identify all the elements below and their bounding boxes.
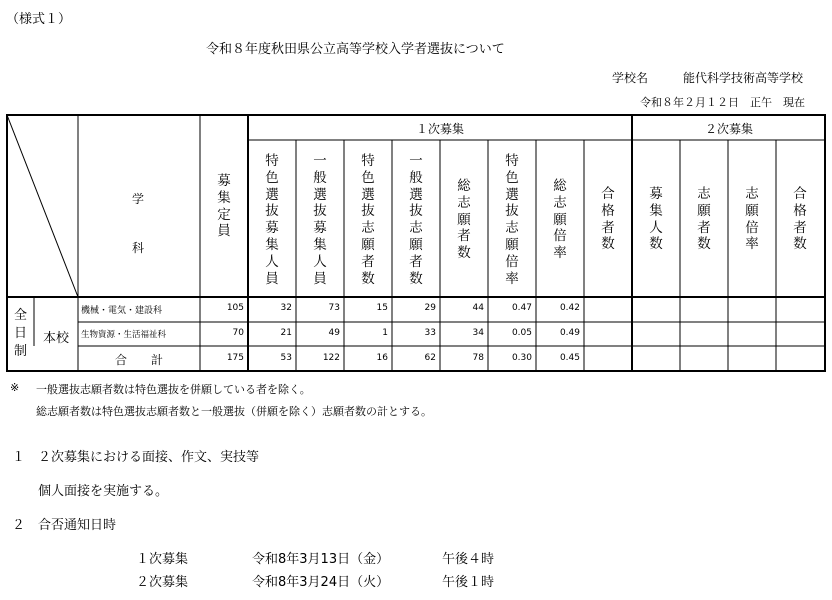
cell-value: 29 [424, 303, 436, 313]
cell-value: 0.42 [559, 303, 580, 313]
cell-value: 34 [472, 328, 484, 338]
section1-body: 個人面接を実施する。 [38, 484, 169, 499]
header-label: 募 集 人 数 [649, 186, 663, 253]
header-label: 特 色 選 抜 募 集 人 員 [265, 153, 279, 287]
total-teiin: 175 [226, 353, 244, 363]
header-tokushoku-boshu [248, 153, 296, 287]
header-tokushoku-bairitsu [488, 153, 536, 287]
course-text: 全 日 制 [13, 308, 27, 359]
notice-round-2-time: 午後１時 [442, 575, 495, 590]
header-ippan-shigan [392, 153, 440, 287]
header-boshu-teiin [200, 173, 248, 240]
total-label: 合 計 [114, 353, 163, 367]
cell-value: 15 [376, 303, 388, 313]
total-value: 0.30 [511, 353, 532, 363]
total-value: 53 [280, 353, 292, 363]
header-label: 一 般 選 抜 募 集 人 員 [313, 153, 327, 287]
header-gakka-2: 科 [132, 241, 145, 255]
cell-value: 49 [328, 328, 340, 338]
header-so-bairitsu [536, 178, 584, 262]
cell-value: 44 [472, 303, 484, 313]
cell-value: 73 [328, 303, 340, 313]
total-value: 62 [424, 353, 436, 363]
total-value: 122 [322, 353, 340, 363]
header-label: 総 志 願 者 数 [457, 178, 471, 262]
total-value: 16 [376, 353, 388, 363]
group-header-first: １次募集 [415, 122, 464, 136]
form-label: （様式１） [6, 12, 72, 27]
header-boshu-ninzu [632, 186, 680, 253]
cell-value: 1 [382, 328, 388, 338]
notice-round-2-date: 令和8年3月24日（火） [252, 575, 390, 590]
cell-value: 0.47 [511, 303, 532, 313]
cell-value: 21 [280, 328, 292, 338]
section1-heading: １ ２次募集における面接、作文、実技等 [12, 450, 260, 465]
header-label: 特 色 選 抜 志 願 倍 率 [505, 153, 519, 287]
header-label: 総 志 願 倍 率 [553, 178, 567, 262]
notice-round-1-label: １次募集 [136, 552, 189, 567]
header-shigan-sha [680, 186, 728, 253]
cell-value: 0.49 [559, 328, 580, 338]
notice-round-1-time: 午後４時 [442, 552, 495, 567]
cell-value: 33 [424, 328, 436, 338]
cell-teiin: 70 [232, 328, 244, 338]
header-label: 合 格 者 数 [793, 186, 807, 253]
header-boshu-teiin-label: 募 集 定 員 [217, 173, 231, 240]
school-label: 学校名 [612, 71, 649, 85]
as-of-date: 令和８年２月１２日 正午 現在 [640, 96, 805, 109]
course-label [7, 307, 34, 361]
header-ippan-boshu [296, 153, 344, 287]
cell-value: 32 [280, 303, 292, 313]
header-label: 志 願 者 数 [697, 186, 711, 253]
header-shigan-bairitsu [728, 186, 776, 253]
header-gokaku-2 [776, 186, 824, 253]
cell-teiin: 105 [226, 303, 244, 313]
header-label: 一 般 選 抜 志 願 者 数 [409, 153, 423, 287]
page-title: 令和８年度秋田県公立高等学校入学者選抜について [206, 42, 505, 57]
school-name: 能代科学技術高等学校 [683, 71, 804, 85]
header-gakka-1: 学 [132, 192, 145, 206]
recruitment-table [6, 114, 826, 372]
notice-round-2-label: ２次募集 [136, 575, 189, 590]
cell-value: 0.05 [511, 328, 532, 338]
header-tokushoku-shigan [344, 153, 392, 287]
header-label: 志 願 倍 率 [745, 186, 759, 253]
header-label: 特 色 選 抜 志 願 者 数 [361, 153, 375, 287]
row-name-seibutsu: 生物資源・生活福祉科 [81, 330, 167, 340]
header-label: 合 格 者 数 [601, 186, 615, 253]
total-value: 0.45 [559, 353, 580, 363]
note-line-2: 総志願者数は特色選抜志願者数と一般選抜（併願を除く）志願者数の計とする。 [36, 405, 432, 418]
campus-label: 本校 [42, 331, 69, 346]
total-value: 78 [472, 353, 484, 363]
header-so-shigan [440, 178, 488, 262]
note-line-1: 一般選抜志願者数は特色選抜を併願している者を除く。 [36, 383, 311, 396]
section2-heading: ２ 合否通知日時 [12, 518, 117, 533]
notice-round-1-date: 令和8年3月13日（金） [252, 552, 390, 567]
group-header-second: ２次募集 [704, 122, 753, 136]
row-name-kikai: 機械・電気・建設科 [81, 306, 163, 316]
note-mark: ※ [10, 381, 20, 394]
header-gokaku-1 [584, 186, 632, 253]
